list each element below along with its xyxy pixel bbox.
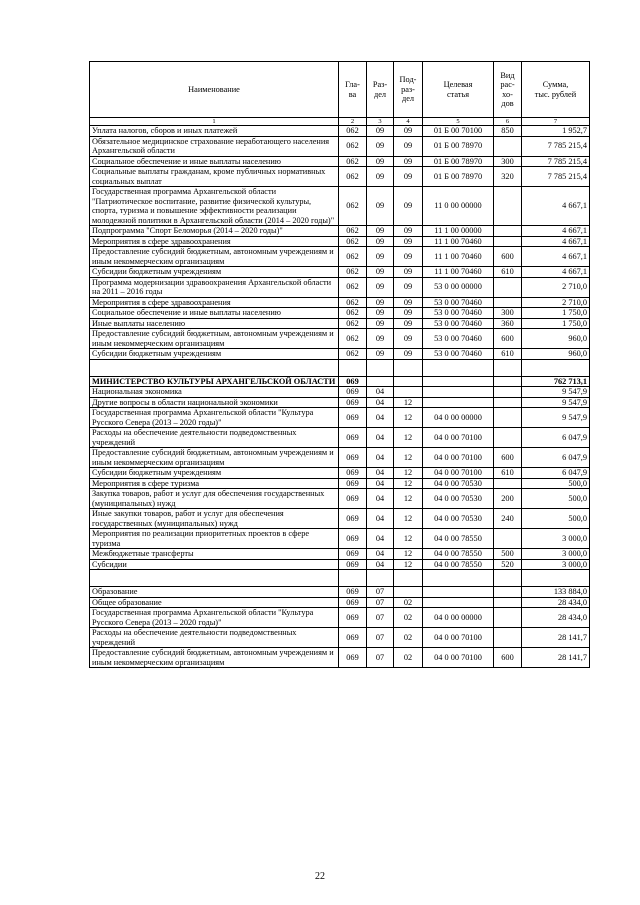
cell-vid: 600 — [494, 329, 522, 349]
cell-glava: 062 — [339, 156, 367, 167]
cell-vid: 850 — [494, 126, 522, 137]
header-name: Наименование — [90, 62, 339, 118]
cell-name: Социальное обеспечение и иные выплаты населению — [90, 156, 339, 167]
cell-podrazdel: 09 — [394, 267, 423, 278]
cell-razdel: 07 — [367, 597, 394, 608]
table-row — [90, 478, 590, 489]
cell-sum: 7 785 215,4 — [522, 167, 590, 187]
empty-cell — [522, 359, 590, 376]
table-row — [90, 187, 590, 226]
table-body — [90, 126, 590, 668]
header-glava: Гла- ва — [339, 62, 367, 118]
cell-target: 01 Б 00 70100 — [423, 126, 494, 137]
cell-razdel: 09 — [367, 247, 394, 267]
cell-podrazdel — [394, 387, 423, 398]
cell-sum: 9 547,9 — [522, 408, 590, 428]
cell-sum: 2 710,0 — [522, 297, 590, 308]
cell-sum: 3 000,0 — [522, 529, 590, 549]
cell-razdel: 09 — [367, 226, 394, 237]
cell-name: Субсидии бюджетным учреждениям — [90, 468, 339, 479]
cell-name: Мероприятия в сфере туризма — [90, 478, 339, 489]
cell-name: Мероприятия по реализации приоритетных проектов в сфере туризма — [90, 529, 339, 549]
table-row — [90, 468, 590, 479]
cell-vid — [494, 478, 522, 489]
section-header-row — [90, 376, 590, 387]
cell-target: 04 0 00 70100 — [423, 648, 494, 668]
table-row — [90, 308, 590, 319]
cell-podrazdel: 09 — [394, 308, 423, 319]
cell-vid: 610 — [494, 468, 522, 479]
cell-name: Государственная программа Архангельской области "Патриотическое воспитание, развитие физической культуры, спорта, туризма и повышение эффективности реализации молодежной политики в Архангельской области (2014 – 2020 годы)" — [90, 187, 339, 226]
cell-podrazdel: 09 — [394, 156, 423, 167]
empty-cell — [339, 359, 367, 376]
cell-name: Закупка товаров, работ и услуг для обеспечения государственных (муниципальных) нужд — [90, 489, 339, 509]
table-row — [90, 489, 590, 509]
cell-podrazdel: 12 — [394, 489, 423, 509]
cell-podrazdel: 09 — [394, 277, 423, 297]
cell-name: Программа модернизации здравоохранения Архангельской области на 2011 – 2016 годы — [90, 277, 339, 297]
cell-vid: 300 — [494, 156, 522, 167]
cell-glava: 069 — [339, 448, 367, 468]
cell-target — [423, 387, 494, 398]
cell-glava: 062 — [339, 267, 367, 278]
cell-razdel: 04 — [367, 478, 394, 489]
cell-vid — [494, 277, 522, 297]
cell-target: 11 1 00 70460 — [423, 267, 494, 278]
cell-razdel: 09 — [367, 277, 394, 297]
cell-glava: 069 — [339, 597, 367, 608]
table-row — [90, 267, 590, 278]
cell-name: Межбюджетные трансферты — [90, 549, 339, 560]
cell-target: 53 0 00 70460 — [423, 329, 494, 349]
cell-glava: 069 — [339, 408, 367, 428]
cell-vid: 600 — [494, 247, 522, 267]
cell-glava: 069 — [339, 587, 367, 598]
cell-name: Государственная программа Архангельской области "Культура Русского Севера (2013 – 2020 годы)" — [90, 608, 339, 628]
cell-glava: 069 — [339, 529, 367, 549]
table-row — [90, 349, 590, 360]
cell-target: 11 1 00 70460 — [423, 236, 494, 247]
cell-vid — [494, 226, 522, 237]
cell-sum: 1 750,0 — [522, 308, 590, 319]
empty-cell — [90, 570, 339, 587]
cell-name: Предоставление субсидий бюджетным, автономным учреждениям и иным некоммерческим организациям — [90, 448, 339, 468]
cell-vid — [494, 187, 522, 226]
header-razdel: Раз- дел — [367, 62, 394, 118]
table-row — [90, 648, 590, 668]
cell-razdel: 04 — [367, 489, 394, 509]
empty-cell — [394, 359, 423, 376]
cell-name: Предоставление субсидий бюджетным, автономным учреждениям и иным некоммерческим организациям — [90, 329, 339, 349]
empty-cell — [90, 359, 339, 376]
header-vid: Вид рас- хо- дов — [494, 62, 522, 118]
empty-cell — [494, 570, 522, 587]
cell-razdel: 09 — [367, 167, 394, 187]
cell-target: 53 0 00 70460 — [423, 297, 494, 308]
cell-razdel: 09 — [367, 349, 394, 360]
cell-razdel: 07 — [367, 628, 394, 648]
cell-razdel: 07 — [367, 648, 394, 668]
cell-vid — [494, 297, 522, 308]
cell-sum: 28 434,0 — [522, 597, 590, 608]
cell-target: 04 0 00 70530 — [423, 509, 494, 529]
cell-sum: 7 785 215,4 — [522, 136, 590, 156]
cell-target: 04 0 00 70100 — [423, 428, 494, 448]
cell-target: 11 0 00 00000 — [423, 187, 494, 226]
cell-name: Предоставление субсидий бюджетным, автономным учреждениям и иным некоммерческим организациям — [90, 648, 339, 668]
cell-sum: 7 785 215,4 — [522, 156, 590, 167]
cell-vid: 610 — [494, 267, 522, 278]
cell-glava: 069 — [339, 387, 367, 398]
cell-podrazdel: 12 — [394, 559, 423, 570]
cell-podrazdel: 02 — [394, 608, 423, 628]
cell-sum: 1 750,0 — [522, 318, 590, 329]
spacer-row — [90, 359, 590, 376]
table-row — [90, 156, 590, 167]
table-row — [90, 236, 590, 247]
cell-vid — [494, 397, 522, 408]
cell-glava: 069 — [339, 376, 367, 387]
cell-glava: 069 — [339, 628, 367, 648]
cell-vid — [494, 597, 522, 608]
cell-vid — [494, 408, 522, 428]
cell-name: Социальное обеспечение и иные выплаты населению — [90, 308, 339, 319]
cell-glava: 069 — [339, 478, 367, 489]
cell-razdel: 04 — [367, 529, 394, 549]
cell-glava: 069 — [339, 397, 367, 408]
cell-vid: 600 — [494, 448, 522, 468]
col-number: 5 — [423, 118, 494, 126]
cell-sum: 28 141,7 — [522, 628, 590, 648]
cell-vid — [494, 587, 522, 598]
cell-target: 11 1 00 00000 — [423, 226, 494, 237]
table-row — [90, 529, 590, 549]
empty-cell — [423, 570, 494, 587]
cell-sum: 6 047,9 — [522, 428, 590, 448]
cell-vid — [494, 529, 522, 549]
table-row — [90, 408, 590, 428]
empty-cell — [494, 359, 522, 376]
cell-vid — [494, 136, 522, 156]
cell-razdel: 09 — [367, 236, 394, 247]
cell-name: Национальная экономика — [90, 387, 339, 398]
cell-name: Предоставление субсидий бюджетным, автономным учреждениям и иным некоммерческим организациям — [90, 247, 339, 267]
cell-vid: 360 — [494, 318, 522, 329]
cell-razdel: 09 — [367, 329, 394, 349]
cell-name: Субсидии — [90, 559, 339, 570]
cell-razdel: 09 — [367, 267, 394, 278]
cell-sum: 3 000,0 — [522, 549, 590, 560]
cell-glava: 062 — [339, 329, 367, 349]
cell-podrazdel — [394, 587, 423, 598]
cell-vid: 300 — [494, 308, 522, 319]
cell-name: Государственная программа Архангельской области "Культура Русского Севера (2013 – 2020 годы)" — [90, 408, 339, 428]
cell-name: Другие вопросы в области национальной экономики — [90, 397, 339, 408]
table-row — [90, 126, 590, 137]
cell-podrazdel: 02 — [394, 628, 423, 648]
table-row — [90, 597, 590, 608]
empty-cell — [394, 570, 423, 587]
cell-sum: 960,0 — [522, 329, 590, 349]
empty-cell — [339, 570, 367, 587]
table-row — [90, 628, 590, 648]
cell-glava: 062 — [339, 349, 367, 360]
cell-glava: 069 — [339, 509, 367, 529]
col-number: 7 — [522, 118, 590, 126]
cell-glava: 062 — [339, 247, 367, 267]
table-row — [90, 509, 590, 529]
cell-target: 04 0 00 78550 — [423, 559, 494, 570]
cell-vid: 600 — [494, 648, 522, 668]
cell-sum: 2 710,0 — [522, 277, 590, 297]
cell-name: Иные закупки товаров, работ и услуг для обеспечения государственных (муниципальных) нужд — [90, 509, 339, 529]
cell-razdel: 09 — [367, 318, 394, 329]
cell-vid — [494, 628, 522, 648]
cell-razdel: 04 — [367, 408, 394, 428]
cell-name: Уплата налогов, сборов и иных платежей — [90, 126, 339, 137]
cell-target: 04 0 00 00000 — [423, 608, 494, 628]
col-number: 6 — [494, 118, 522, 126]
table-row — [90, 136, 590, 156]
table-row — [90, 587, 590, 598]
cell-vid — [494, 376, 522, 387]
cell-podrazdel: 09 — [394, 136, 423, 156]
cell-glava: 069 — [339, 608, 367, 628]
cell-target: 53 0 00 00000 — [423, 277, 494, 297]
cell-sum: 9 547,9 — [522, 397, 590, 408]
cell-glava: 069 — [339, 549, 367, 560]
header-sum: Сумма, тыс. рублей — [522, 62, 590, 118]
cell-target: 04 0 00 70530 — [423, 489, 494, 509]
cell-vid: 520 — [494, 559, 522, 570]
cell-podrazdel: 02 — [394, 597, 423, 608]
cell-target: 04 0 00 00000 — [423, 408, 494, 428]
cell-podrazdel: 09 — [394, 349, 423, 360]
cell-glava: 062 — [339, 277, 367, 297]
empty-cell — [423, 359, 494, 376]
header-row — [90, 62, 590, 118]
cell-name: Подпрограмма "Спорт Беломорья (2014 – 2020 годы)" — [90, 226, 339, 237]
table-row — [90, 277, 590, 297]
empty-cell — [522, 570, 590, 587]
cell-podrazdel: 09 — [394, 187, 423, 226]
cell-name: Социальные выплаты гражданам, кроме публичных нормативных социальных выплат — [90, 167, 339, 187]
cell-podrazdel: 12 — [394, 549, 423, 560]
cell-razdel: 04 — [367, 397, 394, 408]
cell-sum: 4 667,1 — [522, 247, 590, 267]
cell-name: Расходы на обеспечение деятельности подведомственных учреждений — [90, 428, 339, 448]
cell-target — [423, 397, 494, 408]
cell-razdel: 09 — [367, 297, 394, 308]
table-row — [90, 397, 590, 408]
cell-razdel: 07 — [367, 587, 394, 598]
cell-vid: 500 — [494, 549, 522, 560]
cell-glava: 062 — [339, 187, 367, 226]
cell-target — [423, 376, 494, 387]
cell-razdel: 09 — [367, 156, 394, 167]
cell-vid — [494, 428, 522, 448]
cell-sum: 3 000,0 — [522, 559, 590, 570]
cell-sum: 960,0 — [522, 349, 590, 360]
cell-podrazdel: 12 — [394, 509, 423, 529]
cell-target: 04 0 00 70100 — [423, 448, 494, 468]
cell-razdel: 04 — [367, 509, 394, 529]
cell-glava: 062 — [339, 136, 367, 156]
cell-target: 04 0 00 78550 — [423, 549, 494, 560]
header-podrazdel: Под- раз- дел — [394, 62, 423, 118]
cell-target: 04 0 00 70100 — [423, 628, 494, 648]
cell-target: 04 0 00 70530 — [423, 478, 494, 489]
cell-sum: 500,0 — [522, 478, 590, 489]
spacer-row — [90, 570, 590, 587]
cell-sum: 6 047,9 — [522, 448, 590, 468]
cell-podrazdel: 09 — [394, 236, 423, 247]
cell-name: Общее образование — [90, 597, 339, 608]
cell-target: 53 0 00 70460 — [423, 318, 494, 329]
cell-glava: 069 — [339, 468, 367, 479]
cell-sum: 9 547,9 — [522, 387, 590, 398]
cell-razdel: 04 — [367, 468, 394, 479]
cell-glava: 062 — [339, 297, 367, 308]
cell-podrazdel: 12 — [394, 408, 423, 428]
col-number: 2 — [339, 118, 367, 126]
table-row — [90, 226, 590, 237]
cell-podrazdel: 12 — [394, 397, 423, 408]
cell-sum: 1 952,7 — [522, 126, 590, 137]
page-number: 22 — [315, 871, 325, 882]
cell-sum: 133 884,0 — [522, 587, 590, 598]
cell-razdel: 04 — [367, 559, 394, 570]
cell-sum: 4 667,1 — [522, 236, 590, 247]
table-row — [90, 387, 590, 398]
cell-name: Образование — [90, 587, 339, 598]
cell-podrazdel: 12 — [394, 428, 423, 448]
cell-glava: 062 — [339, 167, 367, 187]
cell-vid: 610 — [494, 349, 522, 360]
cell-podrazdel: 09 — [394, 247, 423, 267]
table-row — [90, 167, 590, 187]
cell-podrazdel: 02 — [394, 648, 423, 668]
empty-cell — [367, 570, 394, 587]
cell-vid — [494, 608, 522, 628]
cell-name: Мероприятия в сфере здравоохранения — [90, 236, 339, 247]
cell-podrazdel: 09 — [394, 226, 423, 237]
cell-sum: 4 667,1 — [522, 187, 590, 226]
cell-vid — [494, 236, 522, 247]
cell-glava: 062 — [339, 236, 367, 247]
cell-glava: 069 — [339, 559, 367, 570]
col-number: 3 — [367, 118, 394, 126]
cell-razdel: 04 — [367, 428, 394, 448]
cell-podrazdel: 12 — [394, 468, 423, 479]
table-row — [90, 448, 590, 468]
cell-sum: 4 667,1 — [522, 267, 590, 278]
cell-podrazdel: 09 — [394, 318, 423, 329]
cell-vid: 320 — [494, 167, 522, 187]
table-row — [90, 559, 590, 570]
cell-podrazdel: 09 — [394, 167, 423, 187]
cell-name: МИНИСТЕРСТВО КУЛЬТУРЫ АРХАНГЕЛЬСКОЙ ОБЛАСТИ — [90, 376, 339, 387]
cell-razdel: 04 — [367, 448, 394, 468]
cell-glava: 069 — [339, 428, 367, 448]
cell-name: Субсидии бюджетным учреждениям — [90, 267, 339, 278]
table-row — [90, 549, 590, 560]
table-row — [90, 329, 590, 349]
cell-podrazdel — [394, 376, 423, 387]
cell-target — [423, 597, 494, 608]
table-row — [90, 297, 590, 308]
cell-sum: 28 434,0 — [522, 608, 590, 628]
cell-target: 53 0 00 70460 — [423, 308, 494, 319]
cell-name: Мероприятия в сфере здравоохранения — [90, 297, 339, 308]
cell-razdel: 09 — [367, 187, 394, 226]
table-row — [90, 318, 590, 329]
cell-target: 01 Б 00 78970 — [423, 136, 494, 156]
cell-razdel: 09 — [367, 308, 394, 319]
cell-name: Обязательное медицинское страхование неработающего населения Архангельской области — [90, 136, 339, 156]
cell-glava: 069 — [339, 648, 367, 668]
budget-table — [89, 61, 590, 668]
column-numbering-row — [90, 118, 590, 126]
cell-sum: 762 713,1 — [522, 376, 590, 387]
cell-podrazdel: 12 — [394, 529, 423, 549]
cell-target: 04 0 00 78550 — [423, 529, 494, 549]
cell-podrazdel: 09 — [394, 126, 423, 137]
col-number: 4 — [394, 118, 423, 126]
cell-glava: 062 — [339, 226, 367, 237]
table-row — [90, 247, 590, 267]
cell-sum: 500,0 — [522, 489, 590, 509]
cell-razdel: 04 — [367, 549, 394, 560]
empty-cell — [367, 359, 394, 376]
cell-target — [423, 587, 494, 598]
cell-glava: 062 — [339, 308, 367, 319]
cell-vid: 240 — [494, 509, 522, 529]
cell-target: 53 0 00 70460 — [423, 349, 494, 360]
cell-podrazdel: 09 — [394, 297, 423, 308]
table-row — [90, 608, 590, 628]
cell-name: Расходы на обеспечение деятельности подведомственных учреждений — [90, 628, 339, 648]
col-number: 1 — [90, 118, 339, 126]
cell-sum: 500,0 — [522, 509, 590, 529]
header-target: Целевая статья — [423, 62, 494, 118]
cell-razdel: 07 — [367, 608, 394, 628]
cell-glava: 062 — [339, 126, 367, 137]
cell-target: 01 Б 00 78970 — [423, 167, 494, 187]
table-row — [90, 428, 590, 448]
cell-vid: 200 — [494, 489, 522, 509]
cell-razdel: 09 — [367, 126, 394, 137]
cell-razdel: 04 — [367, 387, 394, 398]
cell-sum: 28 141,7 — [522, 648, 590, 668]
cell-podrazdel: 12 — [394, 478, 423, 489]
cell-sum: 4 667,1 — [522, 226, 590, 237]
cell-sum: 6 047,9 — [522, 468, 590, 479]
cell-razdel — [367, 376, 394, 387]
cell-podrazdel: 12 — [394, 448, 423, 468]
cell-vid — [494, 387, 522, 398]
cell-razdel: 09 — [367, 136, 394, 156]
cell-glava: 062 — [339, 318, 367, 329]
cell-name: Иные выплаты населению — [90, 318, 339, 329]
cell-target: 01 Б 00 78970 — [423, 156, 494, 167]
cell-target: 04 0 00 70100 — [423, 468, 494, 479]
cell-name: Субсидии бюджетным учреждениям — [90, 349, 339, 360]
cell-glava: 069 — [339, 489, 367, 509]
cell-target: 11 1 00 70460 — [423, 247, 494, 267]
cell-podrazdel: 09 — [394, 329, 423, 349]
